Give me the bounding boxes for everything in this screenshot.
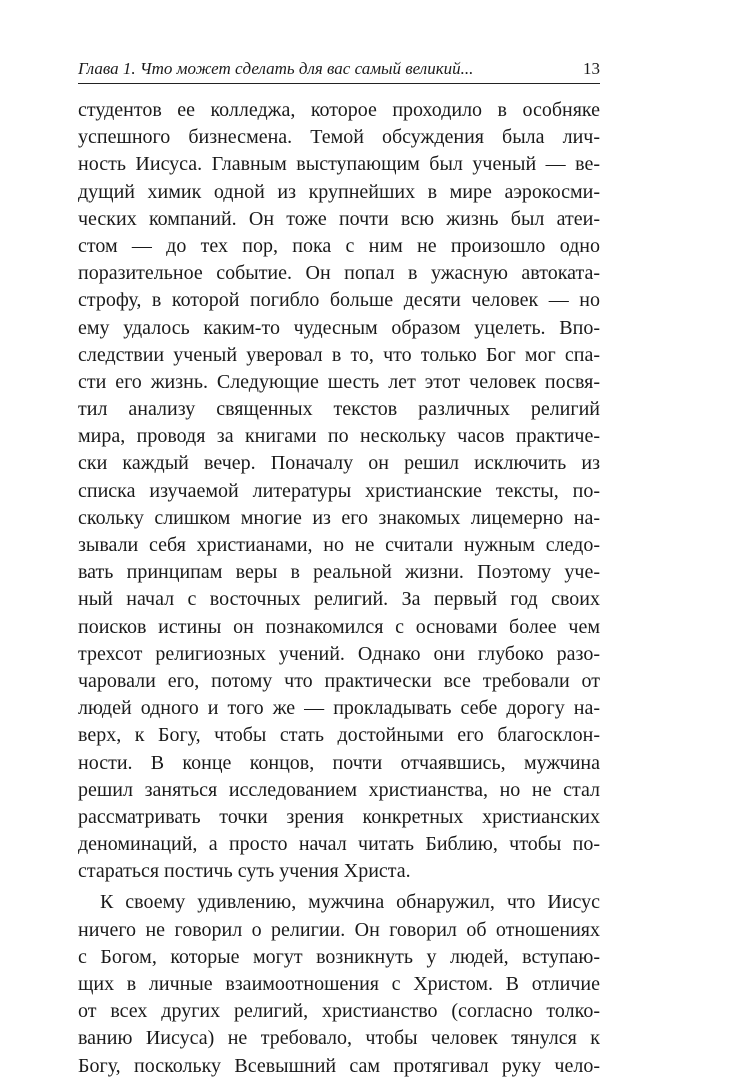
text-line: ность Иисуса. Главным выступающим был ученый — ве- — [78, 153, 600, 176]
text-line: верх, к Богу, чтобы стать достойными его благосклон- — [78, 724, 600, 747]
text-line: ческих компаний. Он тоже почти всю жизнь был атеи- — [78, 207, 600, 230]
text-line: успешного бизнесмена. Темой обсуждения была лич- — [78, 126, 600, 149]
text-line: ему удалось каким-то чудесным образом уцелеть. Впо- — [78, 316, 600, 339]
text-line: людей одного и того же — прокладывать себе дорогу на- — [78, 697, 600, 720]
text-line: сти его жизнь. Следующие шесть лет этот человек посвя- — [78, 370, 600, 393]
paragraph — [78, 97, 600, 885]
text-line: с Богом, которые могут возникнуть у людей, вступаю- — [78, 945, 600, 968]
text-line: решил заняться исследованием христианства, но не стал — [78, 778, 600, 801]
text-line: стом — до тех пор, пока с ним не произошло одно — [78, 234, 600, 257]
text-line: списка изучаемой литературы христианские тексты, по- — [78, 479, 600, 502]
page-number: 13 — [583, 59, 600, 78]
text-line: зывали себя христианами, но не считали нужным следо- — [78, 534, 600, 556]
paragraph — [78, 889, 600, 1079]
text-line: от всех других религий, христианство (согласно толко- — [78, 1000, 600, 1023]
text-line: деноминаций, а просто начал читать Библию, чтобы по- — [78, 833, 600, 856]
text-line: дущий химик одной из крупнейших в мире аэрокосми- — [78, 180, 600, 203]
text-line: щих в личные взаимоотношения с Христом. В отличие — [78, 973, 600, 995]
running-header — [78, 58, 600, 84]
text-line: рассматривать точки зрения конкретных христианских — [78, 805, 600, 828]
book-page — [78, 58, 600, 1080]
text-line: строфу, в которой погибло больше десяти человек — но — [78, 289, 600, 312]
body-text — [78, 97, 600, 1080]
text-line: ности. В конце концов, почти отчаявшись, мужчина — [78, 751, 600, 774]
text-line: ски каждый вечер. Поначалу он решил исключить из — [78, 452, 600, 475]
text-line: ванию Иисуса) не требовало, чтобы человек тянулся к — [78, 1027, 600, 1050]
text-line: студентов ее колледжа, которое проходило в особняке — [78, 99, 600, 121]
text-line: следствии ученый уверовал в то, что только Бог мог спа- — [78, 343, 600, 366]
text-line: поисков истины он познакомился с основами более чем — [78, 615, 600, 638]
text-line: поразительное событие. Он попал в ужасную автоката- — [78, 262, 600, 285]
chapter-title: Глава 1. Что может сделать для вас самый великий... — [78, 59, 474, 78]
text-line: мира, проводя за книгами по нескольку часов практиче- — [78, 425, 600, 448]
text-line: чаровали его, потому что практически все требовали от — [78, 669, 600, 692]
text-line: К своему удивлению, мужчина обнаружил, что Иисус — [100, 891, 600, 914]
text-line: вать принципам веры в реальной жизни. Поэтому уче- — [78, 561, 600, 584]
text-line: скольку слишком многие из его знакомых лицемерно на- — [78, 506, 600, 529]
text-line: Богу, поскольку Всевышний сам протягивал руку чело- — [78, 1054, 600, 1077]
text-line: стараться постичь суть учения Христа. — [78, 860, 411, 883]
text-line: ный начал с восточных религий. За первый год своих — [78, 588, 600, 611]
text-line: ничего не говорил о религии. Он говорил об отношениях — [78, 918, 600, 941]
text-line: трехсот религиозных учений. Однако они глубоко разо- — [78, 642, 600, 665]
text-line: тил анализу священных текстов различных религий — [78, 398, 600, 421]
